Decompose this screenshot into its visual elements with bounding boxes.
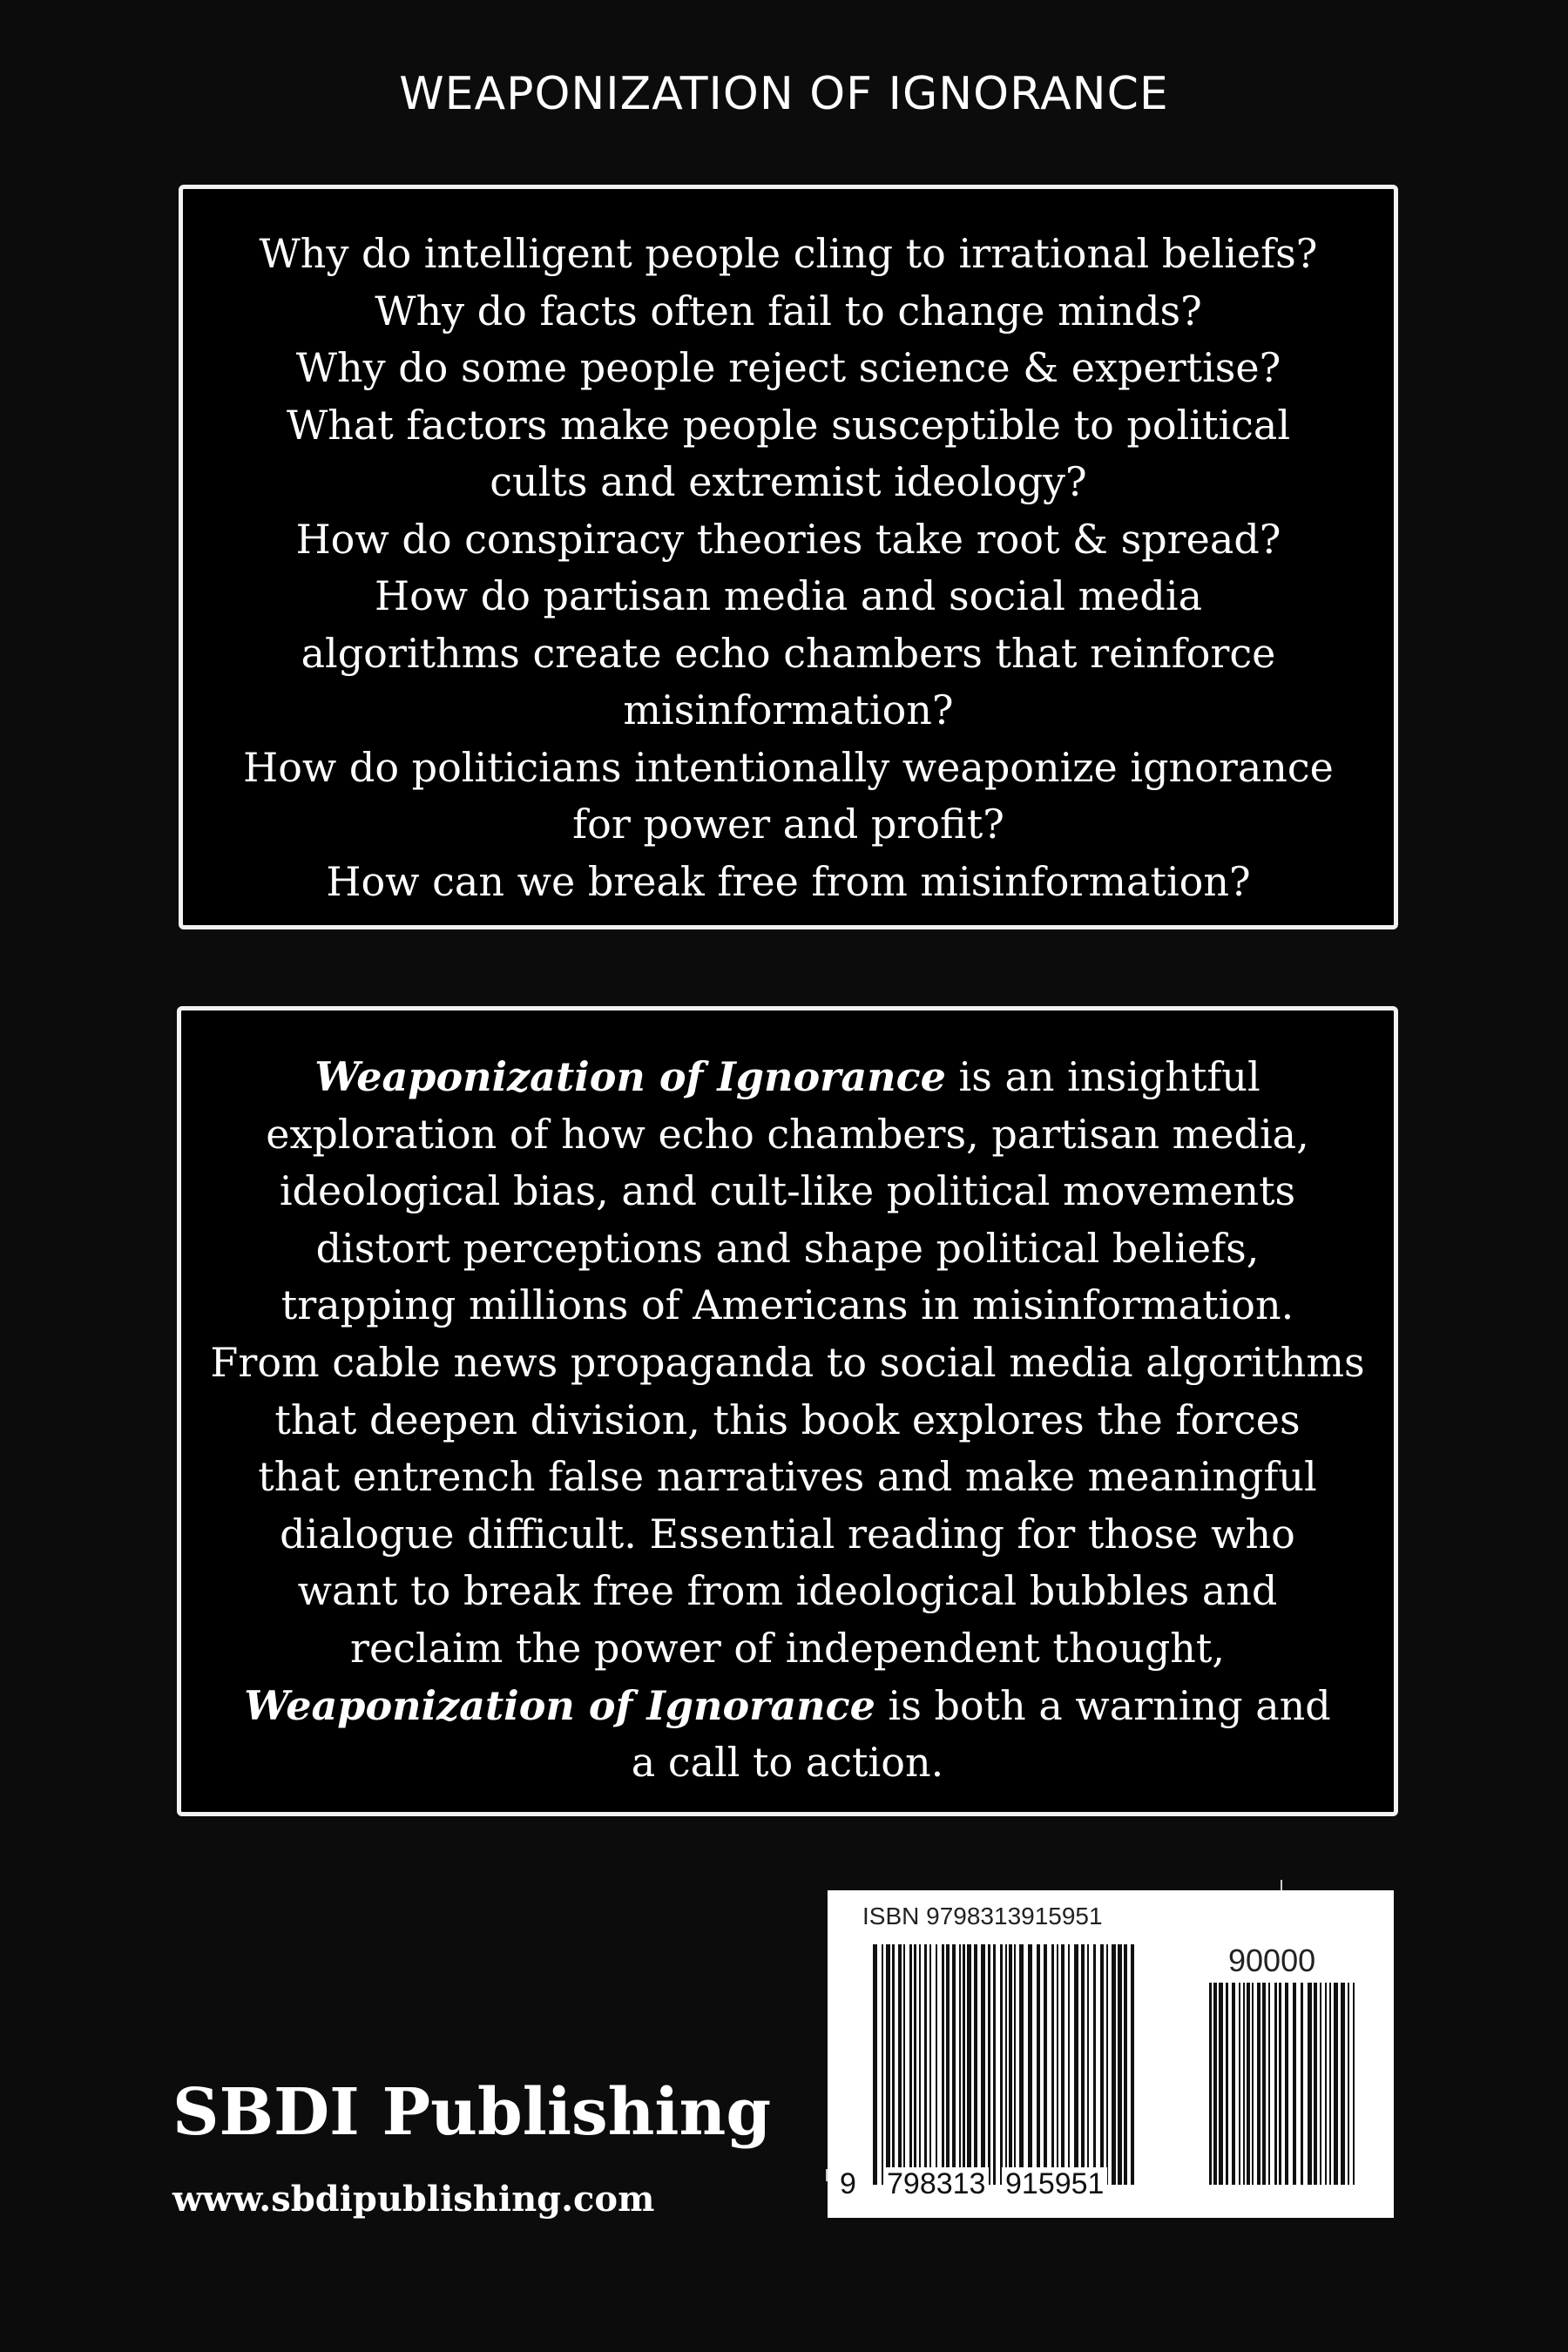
- cover-title: WEAPONIZATION OF IGNORANCE: [399, 68, 1169, 120]
- description-line: [190, 1678, 1385, 1735]
- barcode-bar: [924, 1944, 927, 2185]
- barcode-bar: [1348, 1983, 1349, 2185]
- barcode-bar: [1112, 1944, 1116, 2185]
- barcode-bar: [1257, 1983, 1260, 2185]
- barcode-digits-right: 915951: [1002, 2167, 1107, 2201]
- barcode-bar: [1268, 1983, 1270, 2185]
- barcode-bar: [1314, 1983, 1317, 2185]
- barcode-bar: [1106, 1944, 1108, 2185]
- barcode-bar: [1124, 1944, 1127, 2185]
- description-text: is both a warning and: [875, 1681, 1331, 1729]
- barcode-bar: [1209, 1983, 1212, 2185]
- barcode-bar: [914, 1944, 916, 2185]
- barcode-bar: [1100, 1944, 1104, 2185]
- description-line: trapping millions of Americans in misinformation.: [280, 1281, 1294, 1329]
- barcode-bar: [1131, 1944, 1134, 2185]
- question-line: Why do facts often fail to change minds?: [375, 287, 1202, 335]
- publisher-name: SBDI Publishing: [172, 2075, 772, 2150]
- barcode-bar: [1028, 1944, 1032, 2185]
- description-line: that entrench false narratives and make meaningful: [258, 1453, 1317, 1501]
- barcode-bar: [882, 1944, 883, 2185]
- question-line: How do conspiracy theories take root & spread?: [295, 515, 1281, 563]
- book-title-italic: Weaponization of Ignorance: [244, 1681, 875, 1729]
- barcode-digit-first: 9: [840, 2167, 856, 2200]
- barcode-bar: [1252, 1983, 1254, 2185]
- barcode-bar: [1061, 1944, 1064, 2185]
- description-line: distort perceptions and shape political beliefs,: [315, 1224, 1260, 1272]
- barcode-bar: [1341, 1983, 1345, 2185]
- barcode-bar: [1334, 1983, 1338, 2185]
- barcode-bar: [1293, 1983, 1296, 2185]
- barcode-bars-main: [873, 1944, 1134, 2185]
- barcode-bar: [974, 1944, 977, 2185]
- barcode-bar: [1081, 1944, 1085, 2185]
- question-line: How can we break free from misinformation?: [326, 857, 1251, 905]
- question-line: Why do some people reject science & expertise?: [295, 344, 1281, 391]
- barcode-bar: [988, 1944, 990, 2185]
- description-line: reclaim the power of independent thought,: [349, 1624, 1226, 1672]
- barcode-bar: [1093, 1944, 1096, 2185]
- barcode-bar: [903, 1944, 905, 2185]
- questions-box: [179, 185, 1398, 929]
- barcode-bar: [1301, 1983, 1303, 2185]
- barcode-bar: [936, 1944, 937, 2185]
- barcode-bars-addon: [1209, 1983, 1357, 2185]
- barcode-bar: [1226, 1983, 1228, 2185]
- barcode-bar: [1000, 1944, 1003, 2185]
- description-line: ideological bias, and cult-like political movements: [279, 1167, 1296, 1215]
- description-line: From cable news propaganda to social media algorithms: [210, 1338, 1365, 1386]
- barcode-bar: [1262, 1983, 1266, 2185]
- barcode-bar: [909, 1944, 912, 2185]
- barcode-bar: [919, 1944, 921, 2185]
- barcode-bar: [967, 1944, 971, 2185]
- barcode-bar: [1037, 1944, 1040, 2185]
- isbn-label: ISBN 9798313915951: [862, 1903, 1103, 1930]
- barcode-bar: [1068, 1944, 1070, 2185]
- question-line: cults and extremist ideology?: [490, 458, 1087, 505]
- barcode-bar: [1353, 1983, 1355, 2185]
- publisher-website: www.sbdipublishing.com: [172, 2179, 655, 2220]
- barcode-digits-left: 798313: [883, 2167, 989, 2201]
- barcode-bar: [1308, 1983, 1312, 2185]
- barcode-bar: [1087, 1944, 1089, 2185]
- description-line: want to break free from ideological bubbles and: [297, 1567, 1278, 1615]
- barcode-bar: [929, 1944, 931, 2185]
- barcode-bar: [1285, 1983, 1288, 2185]
- barcode-bar: [993, 1944, 996, 2185]
- barcode-bar: [1051, 1944, 1054, 2185]
- barcode-bar: [1219, 1983, 1223, 2185]
- description-text: is an insightful: [945, 1053, 1260, 1100]
- barcode-bar: [1118, 1944, 1122, 2185]
- barcode-bar: [1247, 1983, 1250, 2185]
- barcode-bar: [1019, 1944, 1024, 2185]
- book-title-italic: Weaponization of Ignorance: [314, 1053, 946, 1100]
- barcode-bar: [1074, 1944, 1078, 2185]
- question-line: How do partisan media and social media: [374, 572, 1203, 619]
- barcode-bar: [1057, 1944, 1058, 2185]
- barcode-bar: [942, 1944, 944, 2185]
- question-line: misinformation?: [623, 686, 954, 733]
- barcode-bar: [898, 1944, 902, 2185]
- question-line: algorithms create echo chambers that reinforce: [301, 629, 1276, 677]
- barcode-bar: [1243, 1983, 1245, 2185]
- question-line: How do politicians intentionally weaponize ignorance: [243, 743, 1334, 791]
- barcode-bar: [1320, 1983, 1321, 2185]
- barcode-bar: [886, 1944, 890, 2185]
- barcode-bar: [959, 1944, 961, 2185]
- barcode-bar: [946, 1944, 950, 2185]
- description-line: that deepen division, this book explores the forces: [274, 1396, 1301, 1443]
- question-line: What factors make people susceptible to political: [286, 401, 1291, 449]
- description-line: dialogue difficult. Essential reading for those who: [280, 1510, 1295, 1558]
- barcode-bar: [1009, 1944, 1012, 2185]
- barcode-bar: [1213, 1983, 1217, 2185]
- price-code: 90000: [1228, 1943, 1316, 1978]
- question-line: for power and profit?: [572, 801, 1004, 848]
- isbn-barcode: [828, 1890, 1394, 2218]
- barcode-bar: [1239, 1983, 1240, 2185]
- barcode-bar: [1232, 1983, 1235, 2185]
- description-box: [177, 1006, 1398, 1816]
- barcode-bar: [1279, 1983, 1281, 2185]
- barcode-bar: [952, 1944, 956, 2185]
- description-line: [190, 1049, 1385, 1106]
- barcode-bar: [1044, 1944, 1047, 2185]
- barcode-bar: [1329, 1983, 1331, 2185]
- barcode-bar: [1014, 1944, 1016, 2185]
- barcode-bar: [892, 1944, 895, 2185]
- barcode-bar: [1325, 1983, 1327, 2185]
- barcode-bar: [873, 1944, 877, 2185]
- barcode-bar: [963, 1944, 965, 2185]
- barcode-bar: [1005, 1944, 1007, 2185]
- description-line: exploration of how echo chambers, partisan media,: [266, 1110, 1309, 1158]
- barcode-bar: [1274, 1983, 1277, 2185]
- barcode-bar: [981, 1944, 985, 2185]
- description-line: a call to action.: [631, 1739, 944, 1787]
- question-line: Why do intelligent people cling to irrational beliefs?: [259, 230, 1318, 277]
